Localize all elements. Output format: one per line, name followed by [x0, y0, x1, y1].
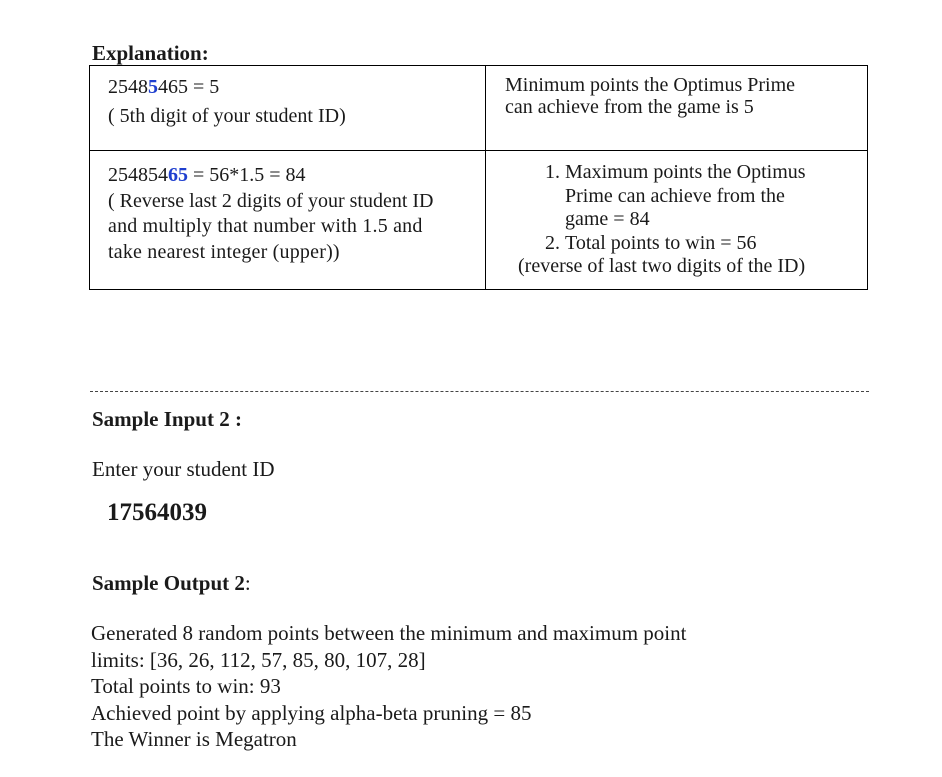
- explanation-table: [89, 65, 868, 290]
- explanation-heading: Explanation:: [92, 41, 209, 65]
- max-calc-note-line2: and multiply that number with 1.5 and: [108, 215, 423, 237]
- id-digits-rest: 465 = 5: [158, 76, 220, 98]
- table-row: [90, 151, 868, 290]
- output-line: Achieved point by applying alpha-beta pruning = 85: [91, 700, 532, 725]
- section-divider: [90, 391, 869, 392]
- highlighted-digits: 65: [168, 164, 188, 186]
- calc-cell-max: [90, 151, 486, 290]
- id-digits: 254854: [108, 164, 168, 186]
- max-points-result: 1. Maximum points the Optimus Prime can achieve from the game = 84: [565, 161, 825, 232]
- table-row: [90, 66, 868, 151]
- highlighted-digit: 5: [148, 76, 158, 98]
- id-digits-rest: = 56*1.5 = 84: [188, 164, 306, 186]
- id-digits: 2548: [108, 76, 148, 98]
- total-points-note: (reverse of last two digits of the ID): [518, 255, 806, 277]
- student-id-max-calc: [108, 163, 485, 189]
- student-id-min-calc: [108, 76, 485, 99]
- result-cell-max: [486, 151, 868, 290]
- sample-input-heading: Sample Input 2 :: [92, 407, 242, 431]
- student-id-value: 17564039: [107, 499, 207, 526]
- sample-output-heading: [92, 571, 251, 596]
- results-list: [486, 161, 867, 255]
- max-calc-note-line1: ( Reverse last 2 digits of your student ID: [108, 189, 434, 212]
- output-line: The Winner is Megatron: [91, 727, 297, 751]
- total-points-result: 2. Total points to win = 56: [565, 232, 867, 256]
- calc-cell-min: [90, 66, 486, 151]
- sample-output-body: [91, 620, 686, 753]
- result-cell-min: [486, 66, 868, 151]
- max-calc-note-line3: take nearest integer (upper)): [108, 240, 340, 263]
- output-line: limits: [36, 26, 112, 57, 85, 80, 107, 28]: [91, 647, 426, 672]
- input-prompt: Enter your student ID: [92, 457, 275, 481]
- sample-output-title: Sample Output 2: [92, 571, 245, 595]
- min-points-result: Minimum points the Optimus Prime can achieve from the game is 5: [505, 74, 796, 118]
- output-line: Total points to win: 93: [91, 674, 281, 698]
- sample-output-colon: :: [244, 571, 251, 595]
- min-calc-note: ( 5th digit of your student ID): [108, 105, 346, 127]
- output-line: Generated 8 random points between the minimum and maximum point: [91, 621, 687, 645]
